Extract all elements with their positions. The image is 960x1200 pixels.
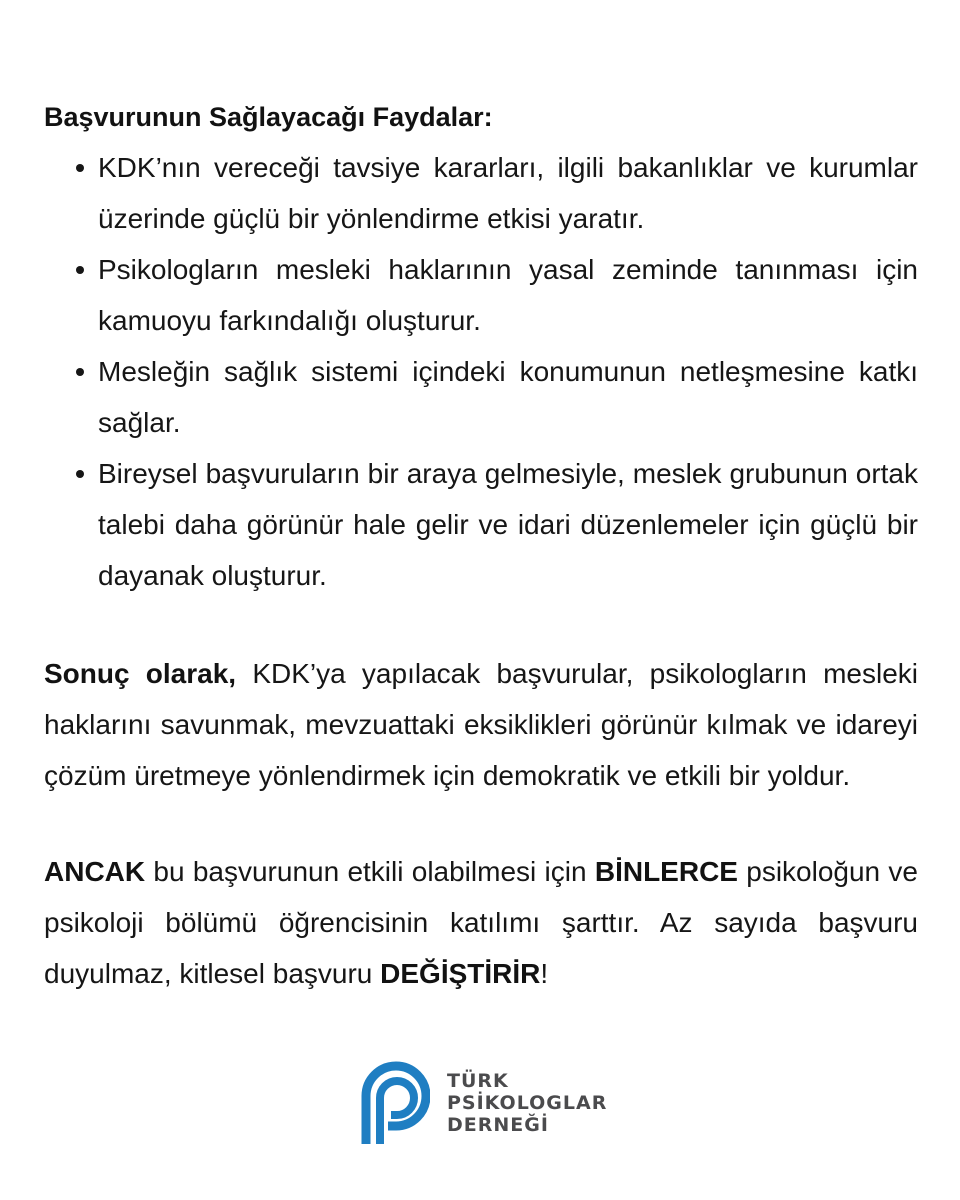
benefits-heading: Başvurunun Sağlayacağı Faydalar: — [44, 102, 493, 132]
conclusion-lead: Sonuç olarak, — [44, 658, 237, 689]
organization-logo — [358, 1058, 618, 1148]
call-text-1: bu başvurunun etkili olabilmesi için — [145, 856, 595, 887]
benefit-text: Mesleğin sağlık sistemi içindeki konumunun netleşmesine katkı sağlar. — [98, 356, 918, 438]
logo-line-2: PSİKOLOGLAR — [447, 1092, 608, 1114]
tpd-logo-icon — [358, 1058, 430, 1146]
call-emphasis-2: DEĞİŞTİRİR — [380, 958, 541, 989]
list-item — [44, 346, 918, 448]
bullet-icon — [76, 266, 84, 274]
document-body — [44, 92, 918, 999]
list-item — [44, 142, 918, 244]
conclusion-paragraph — [44, 648, 918, 801]
benefit-text: KDK’nın vereceği tavsiye kararları, ilgili bakanlıklar ve kurumlar üzerinde güçlü bir yönlendirme etkisi yaratır. — [98, 152, 918, 234]
call-lead: ANCAK — [44, 856, 146, 887]
benefit-text: Psikologların mesleki haklarının yasal zeminde tanınması için kamuoyu farkındalığı oluşturur. — [98, 254, 918, 336]
call-to-action-paragraph — [44, 846, 918, 999]
logo-line-1: TÜRK — [447, 1070, 509, 1092]
call-emphasis-1: BİNLERCE — [594, 856, 738, 887]
logo-line-3: DERNEĞİ — [447, 1114, 549, 1136]
list-item — [44, 244, 918, 346]
list-item — [44, 448, 918, 601]
logo-wordmark — [447, 1070, 607, 1136]
bullet-icon — [76, 470, 84, 478]
conclusion-text: KDK’ya yapılacak başvurular, psikologların mesleki haklarını savunmak, mevzuattaki eksiklikleri görünür kılmak ve idareyi çözüm üretmeye yönlendirmek için demokratik ve etkili bir yoldur. — [44, 658, 918, 791]
benefits-list — [44, 142, 918, 601]
bullet-icon — [76, 164, 84, 172]
call-end: ! — [540, 958, 549, 989]
call-text-2: psikoloğun ve psikoloji bölümü öğrencisinin katılımı şarttır. Az sayıda başvuru duyulmaz, kitlesel başvuru — [44, 856, 918, 989]
bullet-icon — [76, 368, 84, 376]
benefit-text: Bireysel başvuruların bir araya gelmesiyle, meslek grubunun ortak talebi daha görünür hale gelir ve idari düzenlemeler için güçlü bir dayanak oluşturur. — [98, 458, 918, 591]
